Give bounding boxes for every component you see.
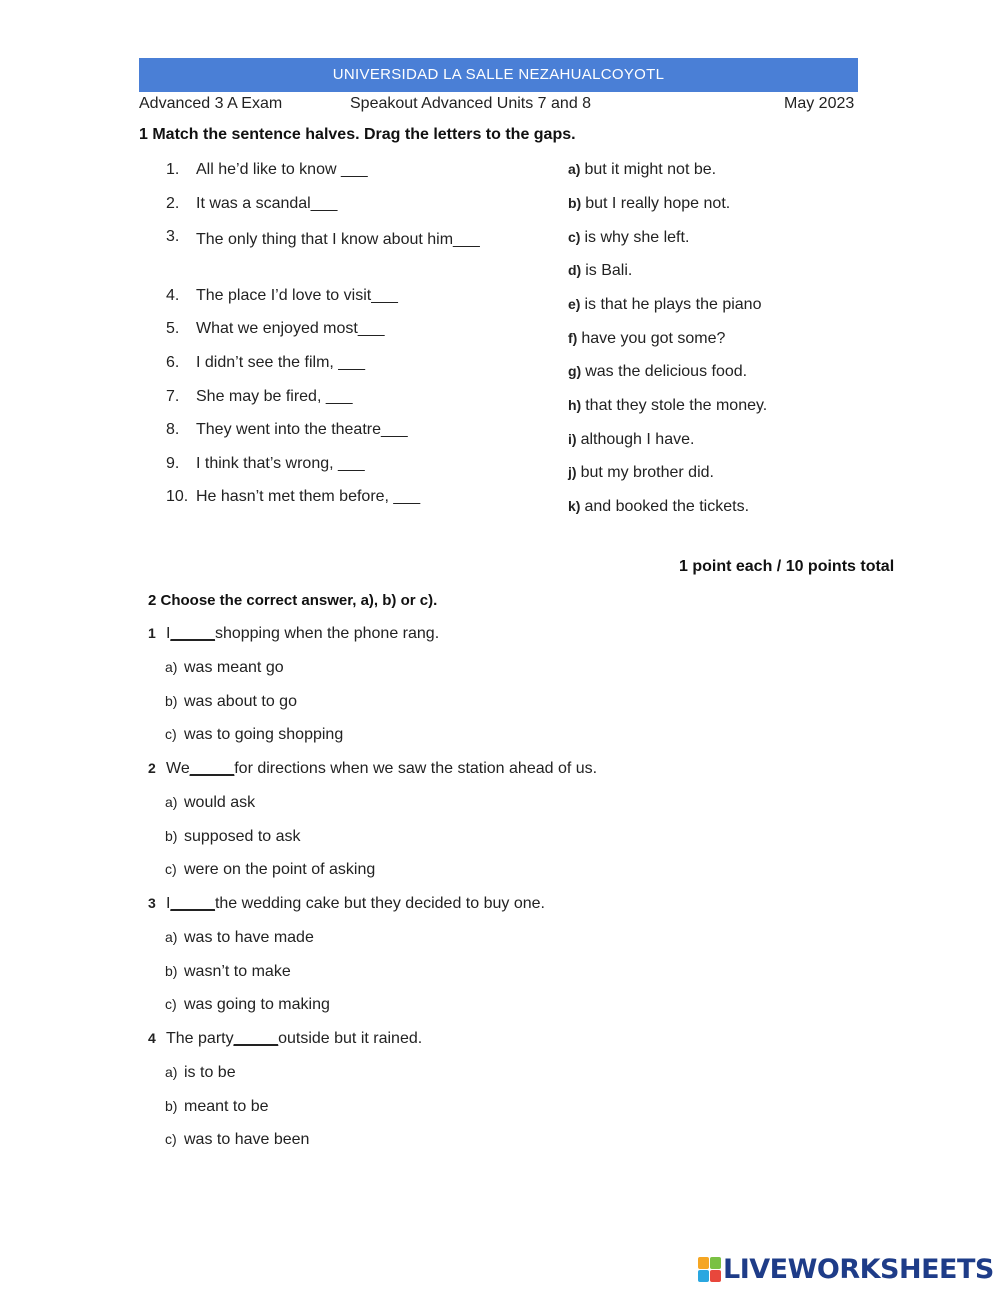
match-left-item bbox=[166, 421, 408, 439]
option-letter: a) bbox=[165, 1064, 178, 1080]
item-text[interactable]: I think that’s wrong, ___ bbox=[196, 455, 365, 472]
points-note: 1 point each / 10 points total bbox=[679, 558, 895, 575]
match-right-item[interactable] bbox=[568, 296, 761, 314]
answer-option[interactable] bbox=[165, 1064, 236, 1082]
match-right-item[interactable] bbox=[568, 229, 689, 247]
match-left-item bbox=[166, 287, 398, 305]
question-number: 1 bbox=[148, 625, 156, 641]
item-letter: h) bbox=[568, 397, 582, 413]
answer-option[interactable] bbox=[165, 726, 343, 744]
section2-title: 2 Choose the correct answer, a), b) or c). bbox=[148, 592, 438, 609]
option-text: wasn’t to make bbox=[184, 962, 291, 980]
option-letter: c) bbox=[165, 726, 177, 742]
item-number: 10. bbox=[166, 488, 189, 505]
match-right-item[interactable] bbox=[568, 262, 632, 280]
item-text[interactable]: It was a scandal___ bbox=[196, 195, 338, 212]
item-text: is Bali. bbox=[585, 262, 633, 279]
option-text: meant to be bbox=[184, 1097, 269, 1115]
answer-option[interactable] bbox=[165, 996, 330, 1014]
option-text: is to be bbox=[184, 1064, 236, 1081]
item-letter: j) bbox=[568, 464, 577, 480]
answer-option[interactable] bbox=[165, 659, 284, 677]
item-letter: c) bbox=[568, 229, 581, 245]
match-right-item[interactable] bbox=[568, 464, 714, 482]
match-right-item[interactable] bbox=[568, 330, 725, 348]
match-right-item[interactable] bbox=[568, 161, 716, 179]
item-text: but I really hope not. bbox=[585, 195, 731, 212]
item-text[interactable]: They went into the theatre___ bbox=[196, 421, 408, 438]
question-text-after: outside but it rained. bbox=[278, 1030, 423, 1047]
match-right-item[interactable] bbox=[568, 397, 767, 415]
match-left-item bbox=[166, 161, 368, 179]
option-letter: a) bbox=[165, 794, 178, 810]
item-letter: e) bbox=[568, 296, 581, 312]
item-number: 4. bbox=[166, 287, 180, 304]
item-number: 8. bbox=[166, 421, 180, 438]
logo-icon bbox=[698, 1257, 720, 1281]
item-text: but it might not be. bbox=[584, 161, 717, 178]
item-number: 5. bbox=[166, 320, 180, 337]
item-letter: a) bbox=[568, 161, 581, 177]
match-right-item[interactable] bbox=[568, 431, 694, 449]
match-left-item bbox=[166, 228, 486, 252]
answer-option[interactable] bbox=[165, 1098, 269, 1116]
option-letter: b) bbox=[165, 1097, 178, 1114]
item-text[interactable]: All he’d like to know ___ bbox=[196, 161, 368, 178]
answer-option[interactable] bbox=[165, 693, 297, 711]
match-right-item[interactable] bbox=[568, 195, 730, 213]
item-letter: f) bbox=[568, 330, 578, 346]
option-text: was to have made bbox=[184, 929, 314, 946]
item-number: 7. bbox=[166, 388, 180, 405]
option-text: was to going shopping bbox=[184, 726, 344, 743]
answer-option[interactable] bbox=[165, 828, 301, 846]
answer-gap[interactable]: _____ bbox=[170, 625, 215, 642]
item-text[interactable]: What we enjoyed most___ bbox=[196, 320, 385, 337]
question bbox=[148, 760, 597, 778]
item-text[interactable]: I didn’t see the film, ___ bbox=[196, 354, 365, 371]
item-text[interactable]: He hasn’t met them before, ___ bbox=[196, 488, 421, 505]
item-number: 1. bbox=[166, 161, 180, 178]
question-text-after: shopping when the phone rang. bbox=[214, 625, 440, 642]
item-text: that they stole the money. bbox=[585, 397, 768, 414]
answer-option[interactable] bbox=[165, 1131, 309, 1149]
option-letter: c) bbox=[165, 1131, 177, 1147]
question bbox=[148, 625, 439, 643]
answer-gap[interactable]: _____ bbox=[170, 895, 215, 912]
question-number: 4 bbox=[148, 1030, 156, 1046]
answer-option[interactable] bbox=[165, 861, 375, 879]
header-banner: UNIVERSIDAD LA SALLE NEZAHUALCOYOTL bbox=[139, 58, 858, 92]
item-text: but my brother did. bbox=[580, 464, 714, 481]
answer-option[interactable] bbox=[165, 963, 291, 981]
exam-name: Advanced 3 A Exam bbox=[139, 95, 283, 112]
match-right-item[interactable] bbox=[568, 498, 749, 516]
item-text[interactable]: She may be fired, ___ bbox=[196, 388, 353, 405]
item-text: and booked the tickets. bbox=[584, 498, 750, 515]
item-text: have you got some? bbox=[581, 330, 726, 347]
item-text: is why she left. bbox=[584, 229, 690, 246]
item-number: 2. bbox=[166, 195, 180, 212]
question-text-before: We bbox=[166, 760, 190, 777]
answer-option[interactable] bbox=[165, 794, 255, 812]
item-text: was the delicious food. bbox=[585, 363, 748, 380]
match-right-item[interactable] bbox=[568, 363, 747, 381]
option-text: was going to making bbox=[184, 996, 330, 1013]
item-text[interactable]: The only thing that I know about him___ bbox=[196, 231, 480, 248]
option-letter: b) bbox=[165, 962, 178, 979]
option-text: were on the point of asking bbox=[184, 861, 376, 878]
option-text: was to have been bbox=[184, 1131, 310, 1148]
question-text-before: I bbox=[166, 895, 171, 912]
option-text: would ask bbox=[184, 794, 256, 811]
option-text: was about to go bbox=[184, 692, 297, 710]
option-letter: a) bbox=[165, 659, 178, 675]
logo-text: LIVEWORKSHEETS bbox=[723, 1253, 994, 1285]
question-text-before: I bbox=[166, 625, 171, 642]
item-text: although I have. bbox=[580, 431, 695, 448]
item-letter: d) bbox=[568, 262, 582, 278]
answer-gap[interactable]: _____ bbox=[233, 1030, 279, 1047]
option-letter: c) bbox=[165, 996, 177, 1012]
answer-gap[interactable]: _____ bbox=[189, 760, 235, 777]
item-letter: b) bbox=[568, 195, 582, 211]
question-text-after: the wedding cake but they decided to buy one. bbox=[214, 895, 545, 912]
question-number: 2 bbox=[148, 760, 156, 776]
item-number: 9. bbox=[166, 455, 180, 472]
match-left-item bbox=[166, 455, 365, 473]
question-text-before: The party bbox=[166, 1030, 234, 1047]
item-number: 6. bbox=[166, 354, 180, 371]
question bbox=[148, 1030, 422, 1048]
option-letter: b) bbox=[165, 692, 178, 709]
match-left-item bbox=[166, 195, 337, 213]
option-text: was meant go bbox=[184, 659, 284, 676]
match-left-item bbox=[166, 388, 353, 406]
question bbox=[148, 895, 545, 913]
item-number: 3. bbox=[166, 228, 180, 245]
answer-option[interactable] bbox=[165, 929, 314, 947]
question-text-after: for directions when we saw the station ahead of us. bbox=[234, 760, 598, 777]
item-text[interactable]: The place I’d love to visit___ bbox=[196, 287, 398, 304]
option-letter: b) bbox=[165, 827, 178, 844]
match-left-item bbox=[166, 488, 420, 506]
item-letter: k) bbox=[568, 498, 581, 514]
course-name: Speakout Advanced Units 7 and 8 bbox=[350, 95, 592, 112]
question-number: 3 bbox=[148, 895, 156, 911]
match-left-item bbox=[166, 354, 365, 372]
section1-title: 1 Match the sentence halves. Drag the letters to the gaps. bbox=[139, 126, 576, 143]
liveworksheets-logo[interactable] bbox=[698, 1254, 994, 1284]
match-left-item bbox=[166, 320, 385, 338]
option-letter: c) bbox=[165, 861, 177, 877]
option-letter: a) bbox=[165, 929, 178, 945]
item-letter: i) bbox=[568, 431, 577, 447]
item-text: is that he plays the piano bbox=[584, 296, 762, 313]
exam-date: May 2023 bbox=[784, 95, 855, 112]
item-letter: g) bbox=[568, 363, 582, 379]
option-text: supposed to ask bbox=[184, 827, 301, 845]
